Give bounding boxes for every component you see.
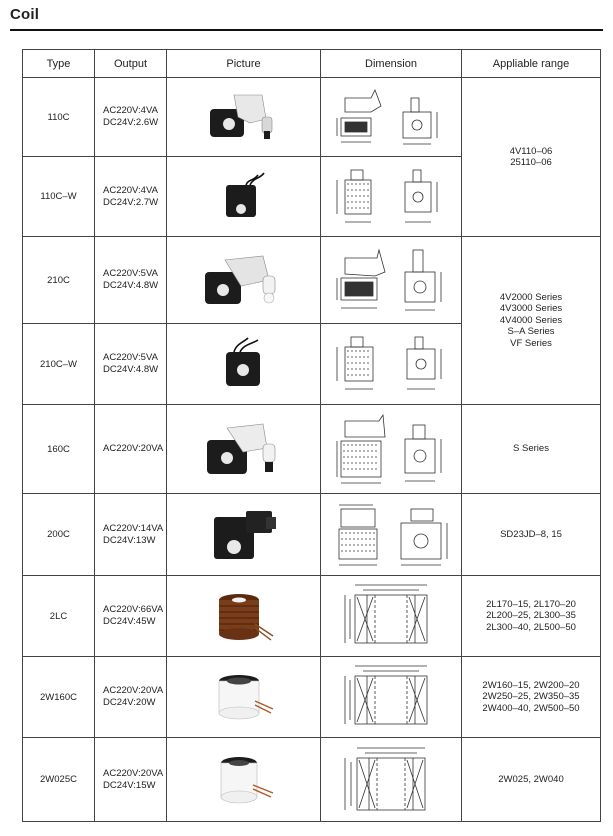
dimension-cell — [321, 738, 462, 822]
output-dc: DC24V:4.8W — [103, 280, 159, 291]
range-line: 2L300–40, 2L500–50 — [486, 621, 576, 633]
range-line: 2W025, 2W040 — [498, 773, 564, 785]
output-cell — [95, 576, 167, 657]
picture-cell — [167, 657, 321, 738]
table-row — [23, 657, 601, 738]
type-cell: 110C–W — [23, 157, 95, 237]
dimension-drawing-icon — [331, 581, 451, 651]
range-line: 2L200–25, 2L300–35 — [486, 610, 576, 622]
output-ac: AC220V:20VA — [103, 767, 164, 779]
header-output: Output — [95, 50, 167, 78]
dimension-drawing-icon — [331, 411, 451, 487]
picture-cell — [167, 494, 321, 576]
picture-cell — [167, 738, 321, 822]
range-line: 2W250–25, 2W350–35 — [482, 691, 580, 703]
range-line: 4V4000 Series — [499, 314, 563, 326]
output-dc: DC24V:20W — [103, 697, 156, 708]
range-cell — [462, 405, 601, 494]
dimension-cell — [321, 237, 462, 324]
dimension-drawing-icon — [331, 331, 451, 397]
solenoid-coil-with-leads-icon — [214, 336, 274, 392]
range-line: 4V2000 Series — [499, 291, 563, 303]
table-row — [23, 405, 601, 494]
white-tape-coil-icon — [209, 667, 279, 727]
output-dc: DC24V:13W — [103, 534, 156, 546]
output-cell — [95, 738, 167, 822]
dimension-drawing-icon — [331, 244, 451, 316]
output-dc: DC24V:45W — [103, 616, 156, 627]
header-range: Appliable range — [462, 50, 601, 78]
table-row — [23, 738, 601, 822]
range-line: 2W400–40, 2W500–50 — [482, 702, 580, 714]
dimension-cell — [321, 405, 462, 494]
output-cell — [95, 494, 167, 576]
output-ac: AC220V:5VA — [103, 352, 158, 363]
picture-cell — [167, 324, 321, 405]
range-line: 4V110–06 — [509, 145, 553, 157]
picture-cell — [167, 157, 321, 237]
dimension-drawing-icon — [331, 662, 451, 732]
range-cell — [462, 576, 601, 657]
header-picture: Picture — [167, 50, 321, 78]
range-line: 25110–06 — [510, 157, 552, 168]
header-dimension: Dimension — [321, 50, 462, 78]
dimension-drawing-icon — [331, 744, 451, 816]
dimension-drawing-icon — [329, 499, 453, 571]
solenoid-coil-with-leads-icon — [214, 169, 274, 225]
dimension-cell — [321, 657, 462, 738]
range-cell — [462, 657, 601, 738]
output-dc: DC24V:2.6W — [103, 117, 159, 128]
output-cell — [95, 157, 167, 237]
output-dc: DC24V:4.8W — [103, 364, 159, 375]
range-cell — [462, 78, 601, 237]
type-cell: 200C — [23, 494, 95, 576]
white-tape-coil-icon — [209, 749, 279, 811]
type-cell: 2W160C — [23, 657, 95, 738]
table-row — [23, 494, 601, 576]
table-row — [23, 78, 601, 157]
output-ac: AC220V:66VA — [103, 604, 164, 615]
solenoid-coil-with-connector-icon — [201, 250, 287, 310]
copper-coil-icon — [209, 586, 279, 646]
range-line: S–A Series — [507, 326, 555, 338]
picture-cell — [167, 237, 321, 324]
range-line: 2W160–15, 2W200–20 — [482, 679, 580, 691]
range-line: VF Series — [510, 337, 552, 349]
output-cell — [95, 405, 167, 494]
page-title: Coil — [10, 6, 40, 23]
picture-cell — [167, 78, 321, 157]
dimension-drawing-icon — [331, 164, 451, 230]
output-ac: AC220V:20VA — [103, 685, 164, 696]
output-ac: AC220V:5VA — [103, 268, 158, 279]
dimension-cell — [321, 78, 462, 157]
table-row — [23, 237, 601, 324]
type-cell: 210C–W — [23, 324, 95, 405]
header-row — [23, 50, 601, 78]
type-cell: 2LC — [23, 576, 95, 657]
range-line: S Series — [513, 443, 549, 455]
range-cell — [462, 494, 601, 576]
output-cell — [95, 657, 167, 738]
solenoid-coil-with-connector-icon — [204, 89, 284, 145]
range-line: 4V3000 Series — [499, 303, 563, 315]
picture-cell — [167, 405, 321, 494]
output-ac: AC220V:20VA — [103, 443, 164, 454]
dimension-cell — [321, 324, 462, 405]
type-cell: 2W025C — [23, 738, 95, 822]
output-cell — [95, 324, 167, 405]
output-dc: DC24V:15W — [103, 779, 156, 791]
solenoid-coil-with-connector-icon — [204, 503, 284, 567]
solenoid-coil-with-connector-icon — [201, 418, 287, 480]
range-line: 2L170–15, 2L170–20 — [486, 598, 576, 610]
picture-cell — [167, 576, 321, 657]
header-type: Type — [23, 50, 95, 78]
output-ac: AC220V:4VA — [103, 105, 158, 116]
output-dc: DC24V:2.7W — [103, 196, 159, 208]
range-line: SD23JD–8, 15 — [500, 528, 562, 540]
dimension-drawing-icon — [331, 84, 451, 150]
dimension-cell — [321, 494, 462, 576]
title-divider — [10, 29, 603, 31]
output-ac: AC220V:4VA — [103, 184, 158, 196]
output-ac: AC220V:14VA — [103, 522, 164, 534]
coil-spec-table — [22, 49, 601, 822]
table-row — [23, 576, 601, 657]
range-cell — [462, 738, 601, 822]
output-cell — [95, 78, 167, 157]
dimension-cell — [321, 157, 462, 237]
type-cell: 110C — [23, 78, 95, 157]
type-cell: 160C — [23, 405, 95, 494]
dimension-cell — [321, 576, 462, 657]
output-cell — [95, 237, 167, 324]
range-cell — [462, 237, 601, 405]
type-cell: 210C — [23, 237, 95, 324]
